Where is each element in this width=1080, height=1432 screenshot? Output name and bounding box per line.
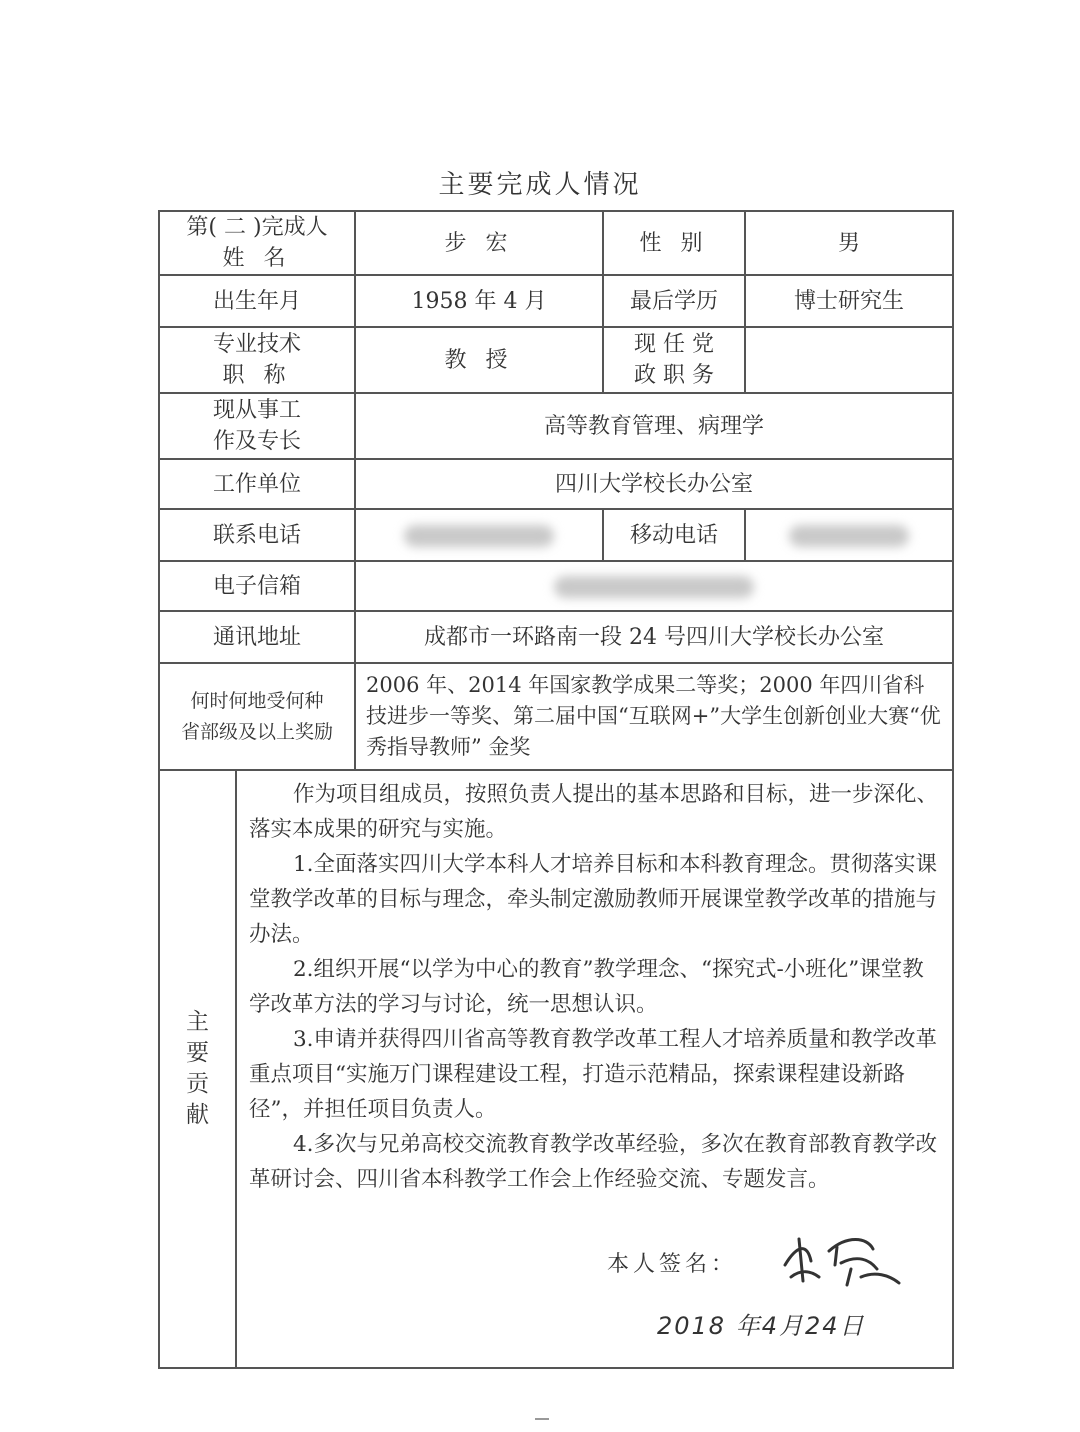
row-name — [159, 211, 953, 275]
award-label-2: 省部级及以上奖励 — [180, 720, 333, 743]
contribution-paragraph: 作为项目组成员，按照负责人提出的基本思路和目标，进一步深化、落实本成果的研究与实施。 — [249, 782, 939, 842]
party-label-2: 政 职 务 — [634, 363, 714, 388]
gender-value: 男 — [745, 211, 953, 275]
page-number-mark — [535, 1418, 549, 1420]
rank-label: 第( 二 )完成人 — [186, 215, 328, 240]
address-value: 成都市一环路南一段 24 号四川大学校长办公室 — [355, 611, 953, 663]
party-label-cell — [603, 327, 745, 393]
party-value — [745, 327, 953, 393]
contribution-paragraph: 4.多次与兄弟高校交流教育教学改革经验，多次在教育部教育教学改革研讨会、四川省本科教学工作会上作经验交流、专题发言。 — [249, 1132, 938, 1192]
email-value-redacted — [355, 561, 953, 611]
gender-label: 性 别 — [603, 211, 745, 275]
signature-label: 本人签名： — [607, 1252, 738, 1277]
row-birth — [159, 275, 953, 327]
edu-value: 博士研究生 — [745, 275, 953, 327]
contribution-paragraph: 2.组织开展“以学为中心的教育”教学理念、“探究式-小班化”课堂教学改革方法的学习与讨论，统一思想认识。 — [249, 957, 924, 1017]
contribution-paragraph: 3.申请并获得四川省高等教育教学改革工程人才培养质量和教学改革重点项目“实施万门课程建设工程，打造示范精品，探索课程建设新路径”，并担任项目负责人。 — [249, 1027, 938, 1122]
contribution-label-char: 贡 — [186, 1071, 209, 1097]
title-label-2: 职 称 — [222, 363, 292, 388]
field-label-2: 作及专长 — [212, 429, 301, 454]
birth-value: 1958 年 4 月 — [355, 275, 603, 327]
field-label-cell — [159, 393, 355, 459]
award-value: 2006 年、2014 年国家教学成果二等奖；2000 年四川省科技进步一等奖、第二届中国“互联网+”大学生创新创业大赛“优秀指导教师” 金奖 — [355, 663, 953, 770]
redaction-blur — [404, 525, 554, 547]
contribution-wrapper — [159, 770, 953, 1368]
field-label-1: 现从事工 — [212, 398, 301, 423]
unit-label: 工作单位 — [159, 459, 355, 509]
row-address — [159, 611, 953, 663]
signature-date: 2018 年4月24日 — [657, 1312, 866, 1340]
title-value: 教 授 — [355, 327, 603, 393]
address-label: 通讯地址 — [159, 611, 355, 663]
contribution-inner — [160, 771, 952, 1367]
completer-info-table — [158, 210, 954, 1369]
contribution-label — [160, 771, 236, 1367]
row-contribution — [159, 770, 953, 1368]
contribution-label-char: 主 — [186, 1009, 209, 1035]
rank-label-cell — [159, 211, 355, 275]
name-label: 姓 名 — [222, 246, 292, 271]
contribution-label-char: 要 — [186, 1040, 209, 1066]
award-label-cell — [159, 663, 355, 770]
award-label-1: 何时何地受何种 — [190, 689, 324, 712]
unit-value: 四川大学校长办公室 — [355, 459, 953, 509]
redaction-blur — [554, 576, 754, 598]
contribution-content — [236, 771, 952, 1367]
edu-label: 最后学历 — [603, 275, 745, 327]
birth-label: 出生年月 — [159, 275, 355, 327]
party-label-1: 现 任 党 — [634, 332, 714, 357]
row-title — [159, 327, 953, 393]
phone-value-redacted — [355, 509, 603, 561]
row-email — [159, 561, 953, 611]
row-field — [159, 393, 953, 459]
email-label: 电子信箱 — [159, 561, 355, 611]
redaction-blur — [789, 525, 909, 547]
contribution-label-char: 献 — [186, 1102, 209, 1128]
title-label-cell — [159, 327, 355, 393]
field-value: 高等教育管理、病理学 — [355, 393, 953, 459]
handwritten-signature — [777, 1225, 917, 1295]
row-unit — [159, 459, 953, 509]
row-awards — [159, 663, 953, 770]
contribution-paragraph: 1.全面落实四川大学本科人才培养目标和本科教育理念。贯彻落实课堂教学改革的目标与理念，牵头制定激励教师开展课堂教学改革的措施与办法。 — [249, 852, 938, 947]
form-title: 主要完成人情况 — [438, 170, 642, 200]
name-value: 步 宏 — [355, 211, 603, 275]
mobile-value-redacted — [745, 509, 953, 561]
row-phone — [159, 509, 953, 561]
mobile-label: 移动电话 — [603, 509, 745, 561]
title-label-1: 专业技术 — [212, 332, 301, 357]
phone-label: 联系电话 — [159, 509, 355, 561]
